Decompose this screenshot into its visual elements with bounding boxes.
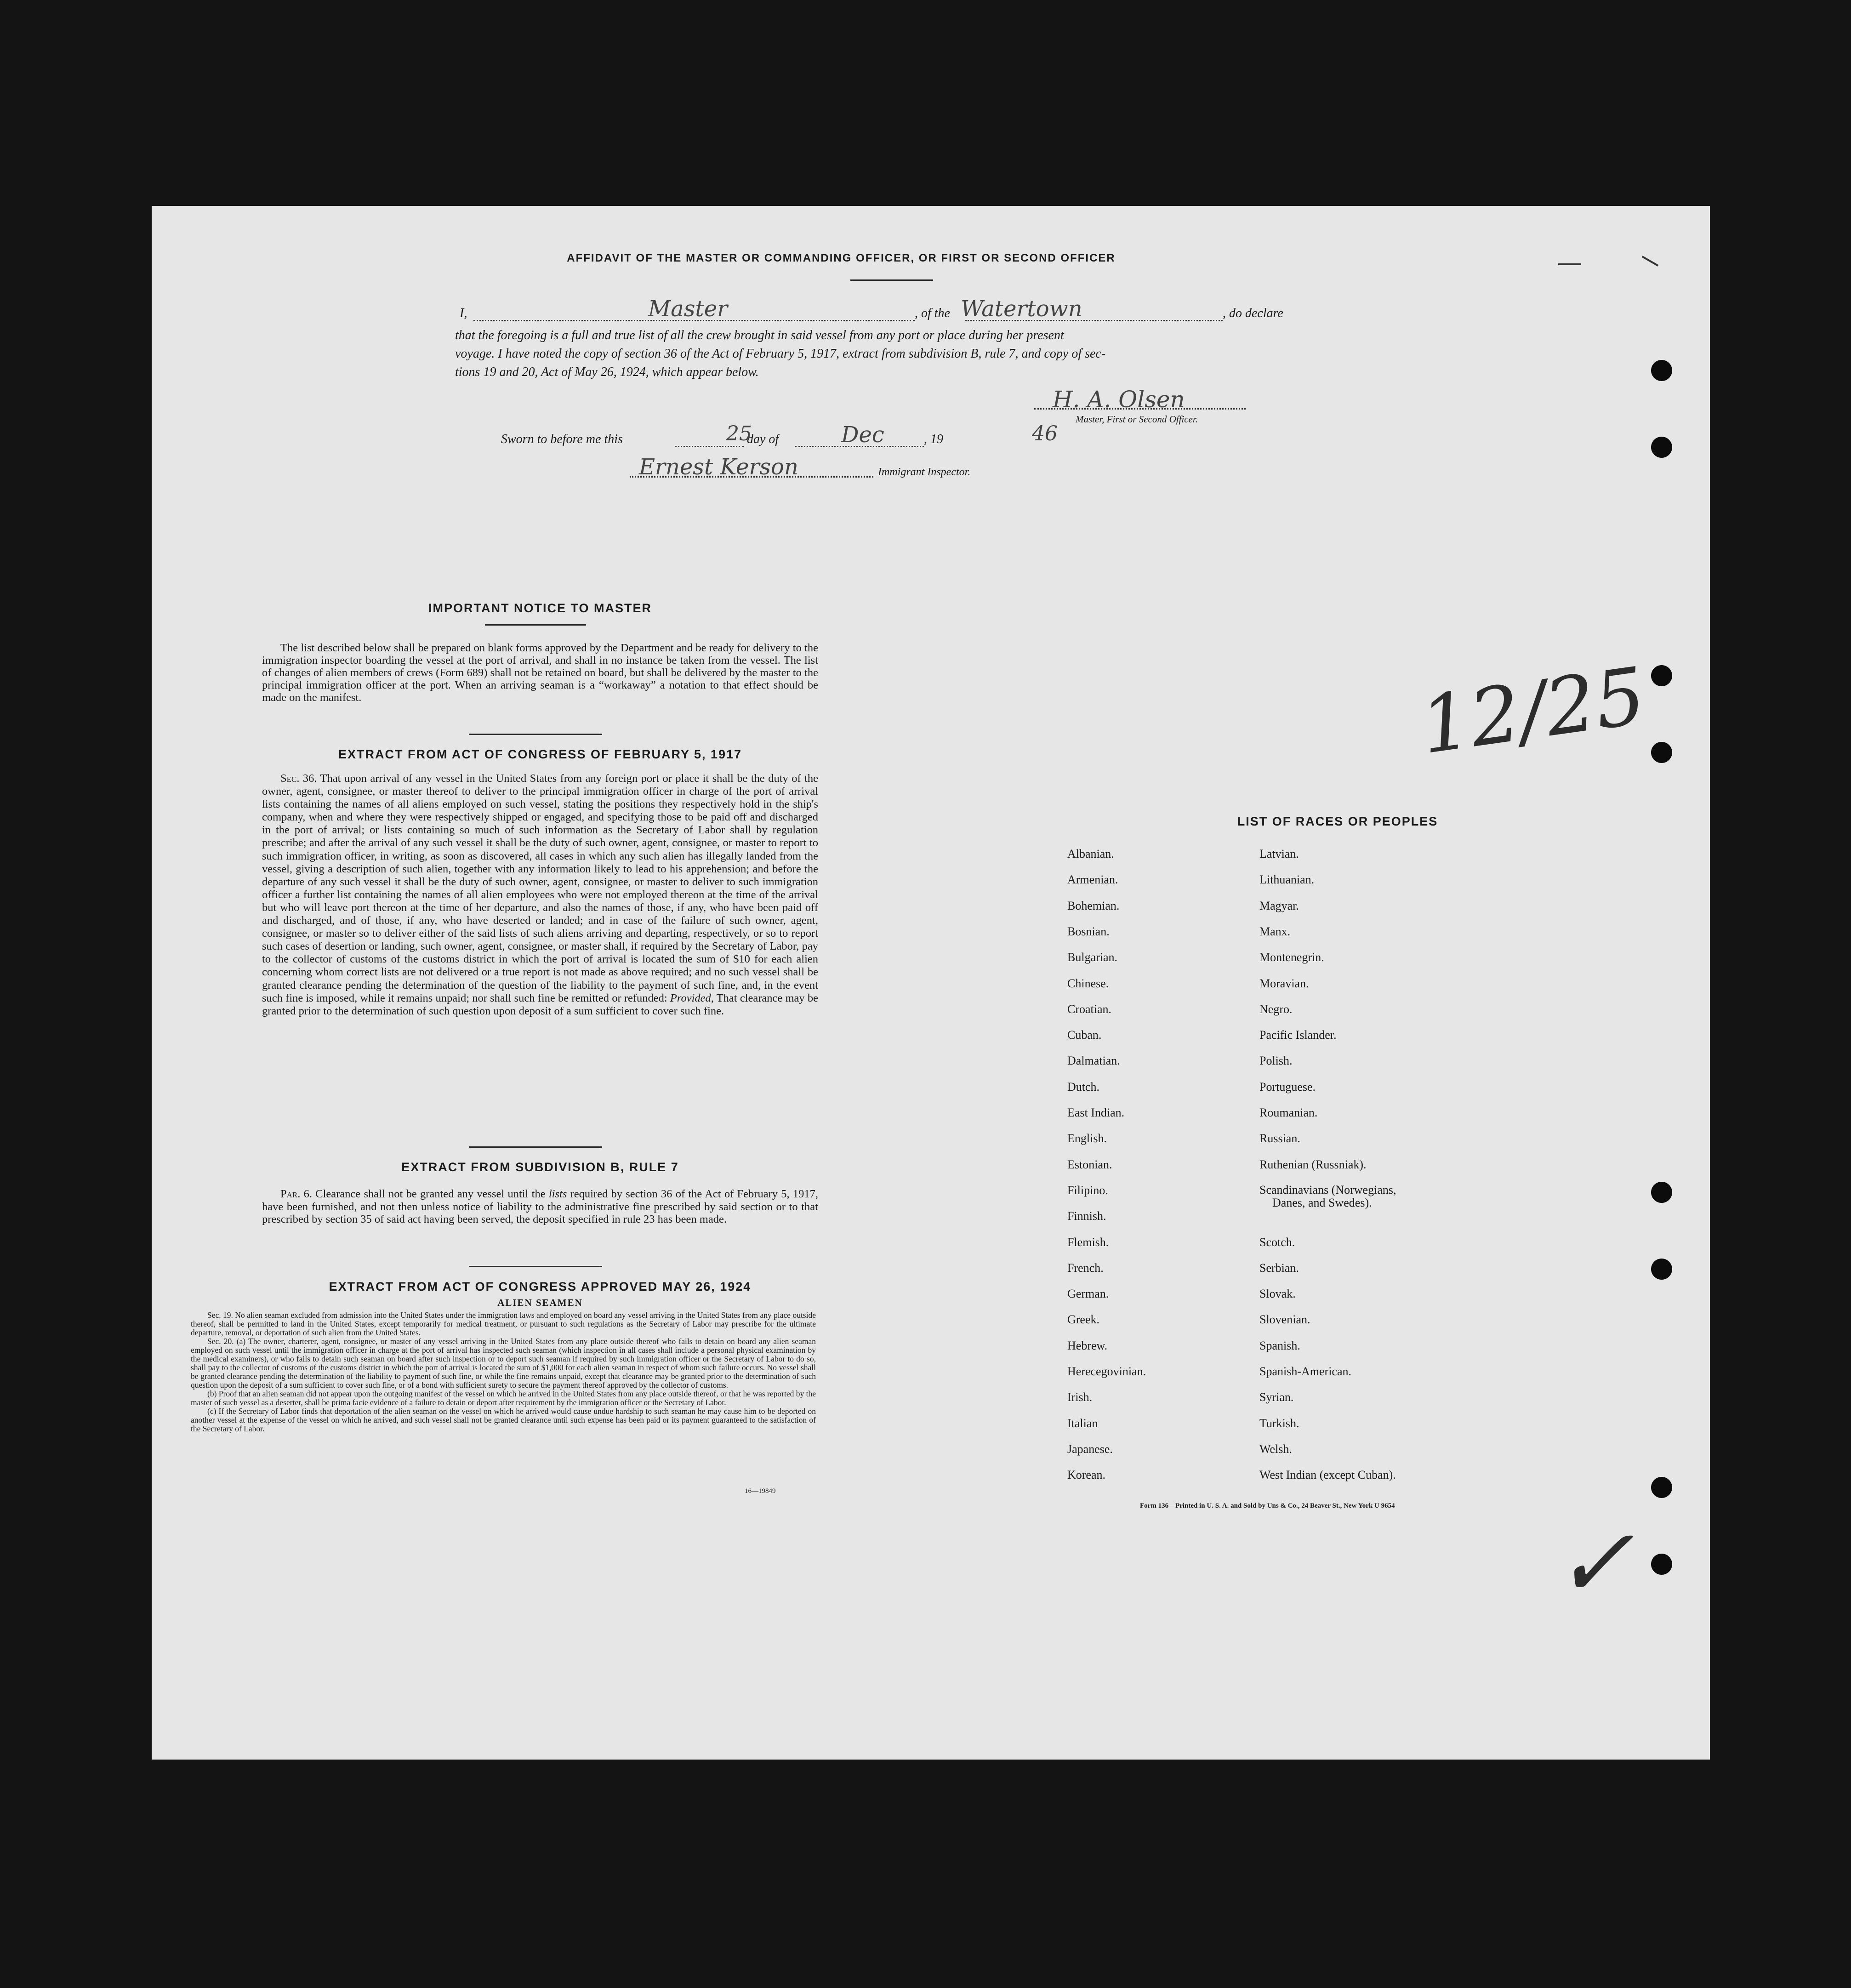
handwritten-name: Master — [648, 296, 728, 322]
handwritten-date-note: 12/25 — [1415, 650, 1651, 772]
race-item: English. — [1067, 1132, 1107, 1145]
rule7-text-a: Clearance shall not be granted any vessel until the — [315, 1188, 546, 1200]
extract-1917-text — [262, 772, 818, 1018]
document-page — [152, 206, 1710, 1760]
binder-hole — [1651, 1259, 1672, 1280]
sworn-line — [501, 432, 1099, 450]
divider — [469, 734, 602, 735]
section-36-text: That upon arrival of any vessel in the United States from any foreign port or place it shall be the duty of the owner, agent, consignee, or master thereof to deliver to the principal immigration officer in charge of the port of arrival lists containing the names of all aliens employed on such vessel, stating the positions they respectively hold in the ship's company, when and where they were respectively shipped or engaged, and specifying those to be paid off and discharged in the port of arrival; or lists containing so much of such information as the Secretary of Labor shall by regulation prescribe; and after the arrival of any such vessel it shall be the duty of such owner, agent, consignee, or master to report to such immigration officer, in writing, as soon as discovered, all cases in which any such alien has illegally landed from the vessel, giving a description of such alien, together with any information likely to lead to his apprehension; and before the departure of any such vessel it shall be the duty of such owner, agent, consignee, or master to deliver to such immigration officer a further list containing the names of all alien employees who were not employed thereon at the time of the arrival but who will leave port thereon at the time of her departure, and also the names of those, if any, who have been paid off and discharged, and of those, if any, who have deserted or landed; and in case of the failure of such owner, agent, consignee, or master so to deliver either of the said lists of such aliens arriving and departing, respectively, or so to report such cases of desertion or landing, such owner, agent, consignee, or master shall, if required by the Secretary of Labor, pay to the collector of customs of the customs district in which the port of arrival is located the sum of $10 for each alien concerning whom correct lists are not delivered or a true report is not made as above required; and no such vessel shall be granted clearance pending the determination of the question of the liability to the payment of such fine, and, in the event such fine is imposed, while it remains unpaid; nor shall such fine be remitted or refunded: — [262, 772, 818, 1004]
race-item: Welsh. — [1259, 1442, 1292, 1456]
race-item: Montenegrin. — [1259, 951, 1324, 964]
day-blank — [675, 446, 744, 447]
race-item: French. — [1067, 1261, 1104, 1275]
section-label: Sec. 36. — [280, 772, 317, 785]
race-item: Cuban. — [1067, 1028, 1102, 1042]
affidavit-body-line-1: that the foregoing is a full and true list of all the crew brought in said vessel from any port or place during her present — [455, 328, 1064, 342]
race-item: Filipino. — [1067, 1183, 1108, 1197]
divider — [469, 1146, 602, 1148]
master-caption: Master, First or Second Officer. — [1076, 414, 1198, 425]
section-20b-text: (b) Proof that an alien seaman did not appear upon the outgoing manifest of the vessel on which he arrived in the United States from any place outside thereof, or that he was reported by the master of such vessel as a deserter, shall be prima facie evidence of a failure to detain or deport after requirement by the immigration officer or the Secretary of Labor. — [191, 1389, 816, 1407]
binder-hole — [1651, 665, 1672, 686]
extract-rule7-text — [262, 1188, 818, 1226]
form-code: 16—19849 — [745, 1487, 776, 1495]
race-item: Finnish. — [1067, 1209, 1106, 1223]
race-item: Scandinavians (Norwegians, Danes, and Swedes). — [1259, 1183, 1396, 1209]
race-item: Slovak. — [1259, 1287, 1296, 1301]
label-year: , 19 — [924, 432, 943, 446]
handwritten-month: Dec — [841, 422, 884, 448]
race-item: Spanish. — [1259, 1339, 1300, 1352]
affidavit-body-line-3: tions 19 and 20, Act of May 26, 1924, which appear below. — [455, 365, 759, 379]
binder-hole — [1651, 1554, 1672, 1575]
race-item: Spanish-American. — [1259, 1365, 1352, 1378]
binder-hole — [1651, 742, 1672, 763]
race-item: Russian. — [1259, 1132, 1300, 1145]
race-item: Chinese. — [1067, 976, 1109, 990]
handwritten-inspector: Ernest Kerson — [639, 454, 798, 480]
paragraph-label: Par. 6. — [280, 1188, 313, 1200]
race-item: Ruthenian (Russniak). — [1259, 1157, 1367, 1171]
divider — [850, 279, 933, 281]
race-item: West Indian (except Cuban). — [1259, 1468, 1396, 1482]
race-item: Polish. — [1259, 1054, 1293, 1068]
handwritten-day: 25 — [726, 422, 752, 445]
affidavit-body — [455, 326, 1338, 382]
race-item: Flemish. — [1067, 1235, 1109, 1249]
label-day-of: day of — [747, 432, 779, 446]
race-item: Slovenian. — [1259, 1313, 1310, 1327]
extract-1924-title: EXTRACT FROM ACT OF CONGRESS APPROVED MAY 26, 1924 — [329, 1280, 752, 1293]
race-item: Manx. — [1259, 924, 1291, 938]
divider — [485, 624, 586, 626]
race-item: Roumanian. — [1259, 1106, 1318, 1119]
divider — [469, 1266, 602, 1267]
section-20a-text: Sec. 20. (a) The owner, charterer, agent, consignee, or master of any vessel arriving in the United States from any place outside thereof who fails to detain on board any alien seaman employed on such vessel until the immigration officer in charge at the port of arrival has inspected such seaman (which inspection in all cases shall include a personal physical examination by the medical examiners), or who fails to detain such seaman on board after such inspection or to deport such seaman if required by such immigration officer or the Secretary of Labor to do so, shall pay to the collector of customs of the customs district in which the port of arrival is located the sum of $1,000 for each alien seaman in respect of whom such failure occurs. No vessel shall be granted clearance pending the determination of the liability to payment of such fine, or while the fine remains unpaid, except that clearance may be granted prior to the determination of such question upon the deposit of a sum sufficient to cover such fine, or of a bond with sufficient surety to secure the payment thereof approved by the collector of customs. — [191, 1337, 816, 1390]
race-item: Armenian. — [1067, 873, 1118, 887]
race-item: Croatian. — [1067, 1002, 1112, 1016]
races-title: LIST OF RACES OR PEOPLES — [1237, 815, 1438, 828]
inspector-caption: Immigrant Inspector. — [878, 466, 971, 478]
affidavit-body-line-2: voyage. I have noted the copy of section 36 of the Act of February 5, 1917, extract from subdivision B, rule 7, and copy of sec- — [455, 347, 1106, 361]
binder-hole — [1651, 437, 1672, 458]
lists-word: lists — [548, 1188, 567, 1200]
race-item: Estonian. — [1067, 1157, 1112, 1171]
race-item: Bulgarian. — [1067, 951, 1118, 964]
race-item: Bohemian. — [1067, 899, 1120, 912]
label-sworn: Sworn to before me this — [501, 432, 623, 446]
form-footer: Form 136—Printed in U. S. A. and Sold by Uns & Co., 24 Beaver St., New York U 9654 — [1140, 1502, 1395, 1510]
handwritten-year: 46 — [1032, 422, 1058, 445]
race-item: German. — [1067, 1287, 1109, 1301]
extract-rule7-title: EXTRACT FROM SUBDIVISION B, RULE 7 — [401, 1160, 679, 1174]
race-item: Moravian. — [1259, 976, 1309, 990]
extract-1924-text — [191, 1311, 816, 1433]
extract-1917-title: EXTRACT FROM ACT OF CONGRESS OF FEBRUARY 5, 1917 — [338, 747, 742, 761]
label-of-the: , of the — [915, 306, 950, 320]
extract-1924-subtitle: ALIEN SEAMEN — [497, 1297, 583, 1308]
binder-hole — [1651, 360, 1672, 381]
provided-word: Provided, — [670, 991, 714, 1004]
section-36-tail: That clearance may be granted prior to the determination of such question upon deposit of a sum sufficient to cover such fine. — [262, 991, 819, 1017]
binder-hole — [1651, 1477, 1672, 1498]
race-item: Dalmatian. — [1067, 1054, 1120, 1068]
race-item: Korean. — [1067, 1468, 1106, 1482]
race-item: East Indian. — [1067, 1106, 1125, 1119]
race-item: Scotch. — [1259, 1235, 1295, 1249]
race-item: Japanese. — [1067, 1442, 1113, 1456]
race-item: Herecegovinian. — [1067, 1365, 1146, 1378]
race-item: Pacific Islander. — [1259, 1028, 1337, 1042]
handwritten-signature: H. A. Olsen — [1053, 386, 1185, 413]
race-item: Serbian. — [1259, 1261, 1299, 1275]
race-item: Dutch. — [1067, 1080, 1100, 1094]
race-item: Syrian. — [1259, 1390, 1294, 1404]
rule7-text-b: required by section 36 of the Act of February 5, 1917, have been furnished, and not then unless notice of liability to the administrative fine prescribed by said section or to that prescribed by section 35 of said act having been served, the deposit specified in rule 23 has been made. — [262, 1188, 818, 1225]
handwritten-check-mark: ✓ — [1554, 1507, 1635, 1619]
race-item: Bosnian. — [1067, 924, 1110, 938]
notice-title: IMPORTANT NOTICE TO MASTER — [428, 601, 652, 615]
notice-text: The list described below shall be prepared on blank forms approved by the Department and be ready for delivery to the immigration inspector boarding the vessel at the port of arrival, and shall in no instance be taken from the vessel. The list of changes of alien members of crews (Form 689) shall not be retained on board, but shall be delivered by the master to the principal immigration officer at the port. When an arriving seaman is a “workaway” a notation to that effect should be made on the manifest. — [262, 642, 818, 704]
race-item: Turkish. — [1259, 1416, 1299, 1430]
race-item: Albanian. — [1067, 847, 1114, 860]
scan-mark — [1558, 263, 1581, 265]
race-item: Latvian. — [1259, 847, 1299, 860]
section-20c-text: (c) If the Secretary of Labor finds that deportation of the alien seaman on the vessel on which he arrived would cause undue hardship to such seaman he may cause him to be deported on another vessel at the expense of the vessel on which he arrived, and such vessel shall not be granted clearance until such expense has been paid or its payment guaranteed to the satisfaction of the Secretary of Labor. — [191, 1407, 816, 1433]
race-item: Greek. — [1067, 1313, 1100, 1327]
race-item: Lithuanian. — [1259, 873, 1315, 887]
scan-mark — [1642, 256, 1659, 266]
race-item: Portuguese. — [1259, 1080, 1316, 1094]
race-item: Italian — [1067, 1416, 1098, 1430]
label-i: I, — [460, 306, 467, 320]
race-item: Hebrew. — [1067, 1339, 1108, 1352]
handwritten-vessel: Watertown — [961, 296, 1082, 322]
label-do-declare: , do declare — [1223, 306, 1283, 320]
binder-hole — [1651, 1182, 1672, 1203]
race-item: Magyar. — [1259, 899, 1299, 912]
affidavit-title: AFFIDAVIT OF THE MASTER OR COMMANDING OFFICER, OR FIRST OR SECOND OFFICER — [567, 252, 1116, 264]
section-19-text: Sec. 19. No alien seaman excluded from admission into the United States under the immigration laws and employed on board any vessel arriving in the United States from any place outside thereof, shall be permitted to land in the United States, except temporarily for medical treatment, or pursuant to such regulations as the Secretary of Labor may prescribe for the ultimate departure, removal, or deportation of such alien from the United States. — [191, 1310, 816, 1337]
race-item: Negro. — [1259, 1002, 1293, 1016]
race-item: Irish. — [1067, 1390, 1093, 1404]
